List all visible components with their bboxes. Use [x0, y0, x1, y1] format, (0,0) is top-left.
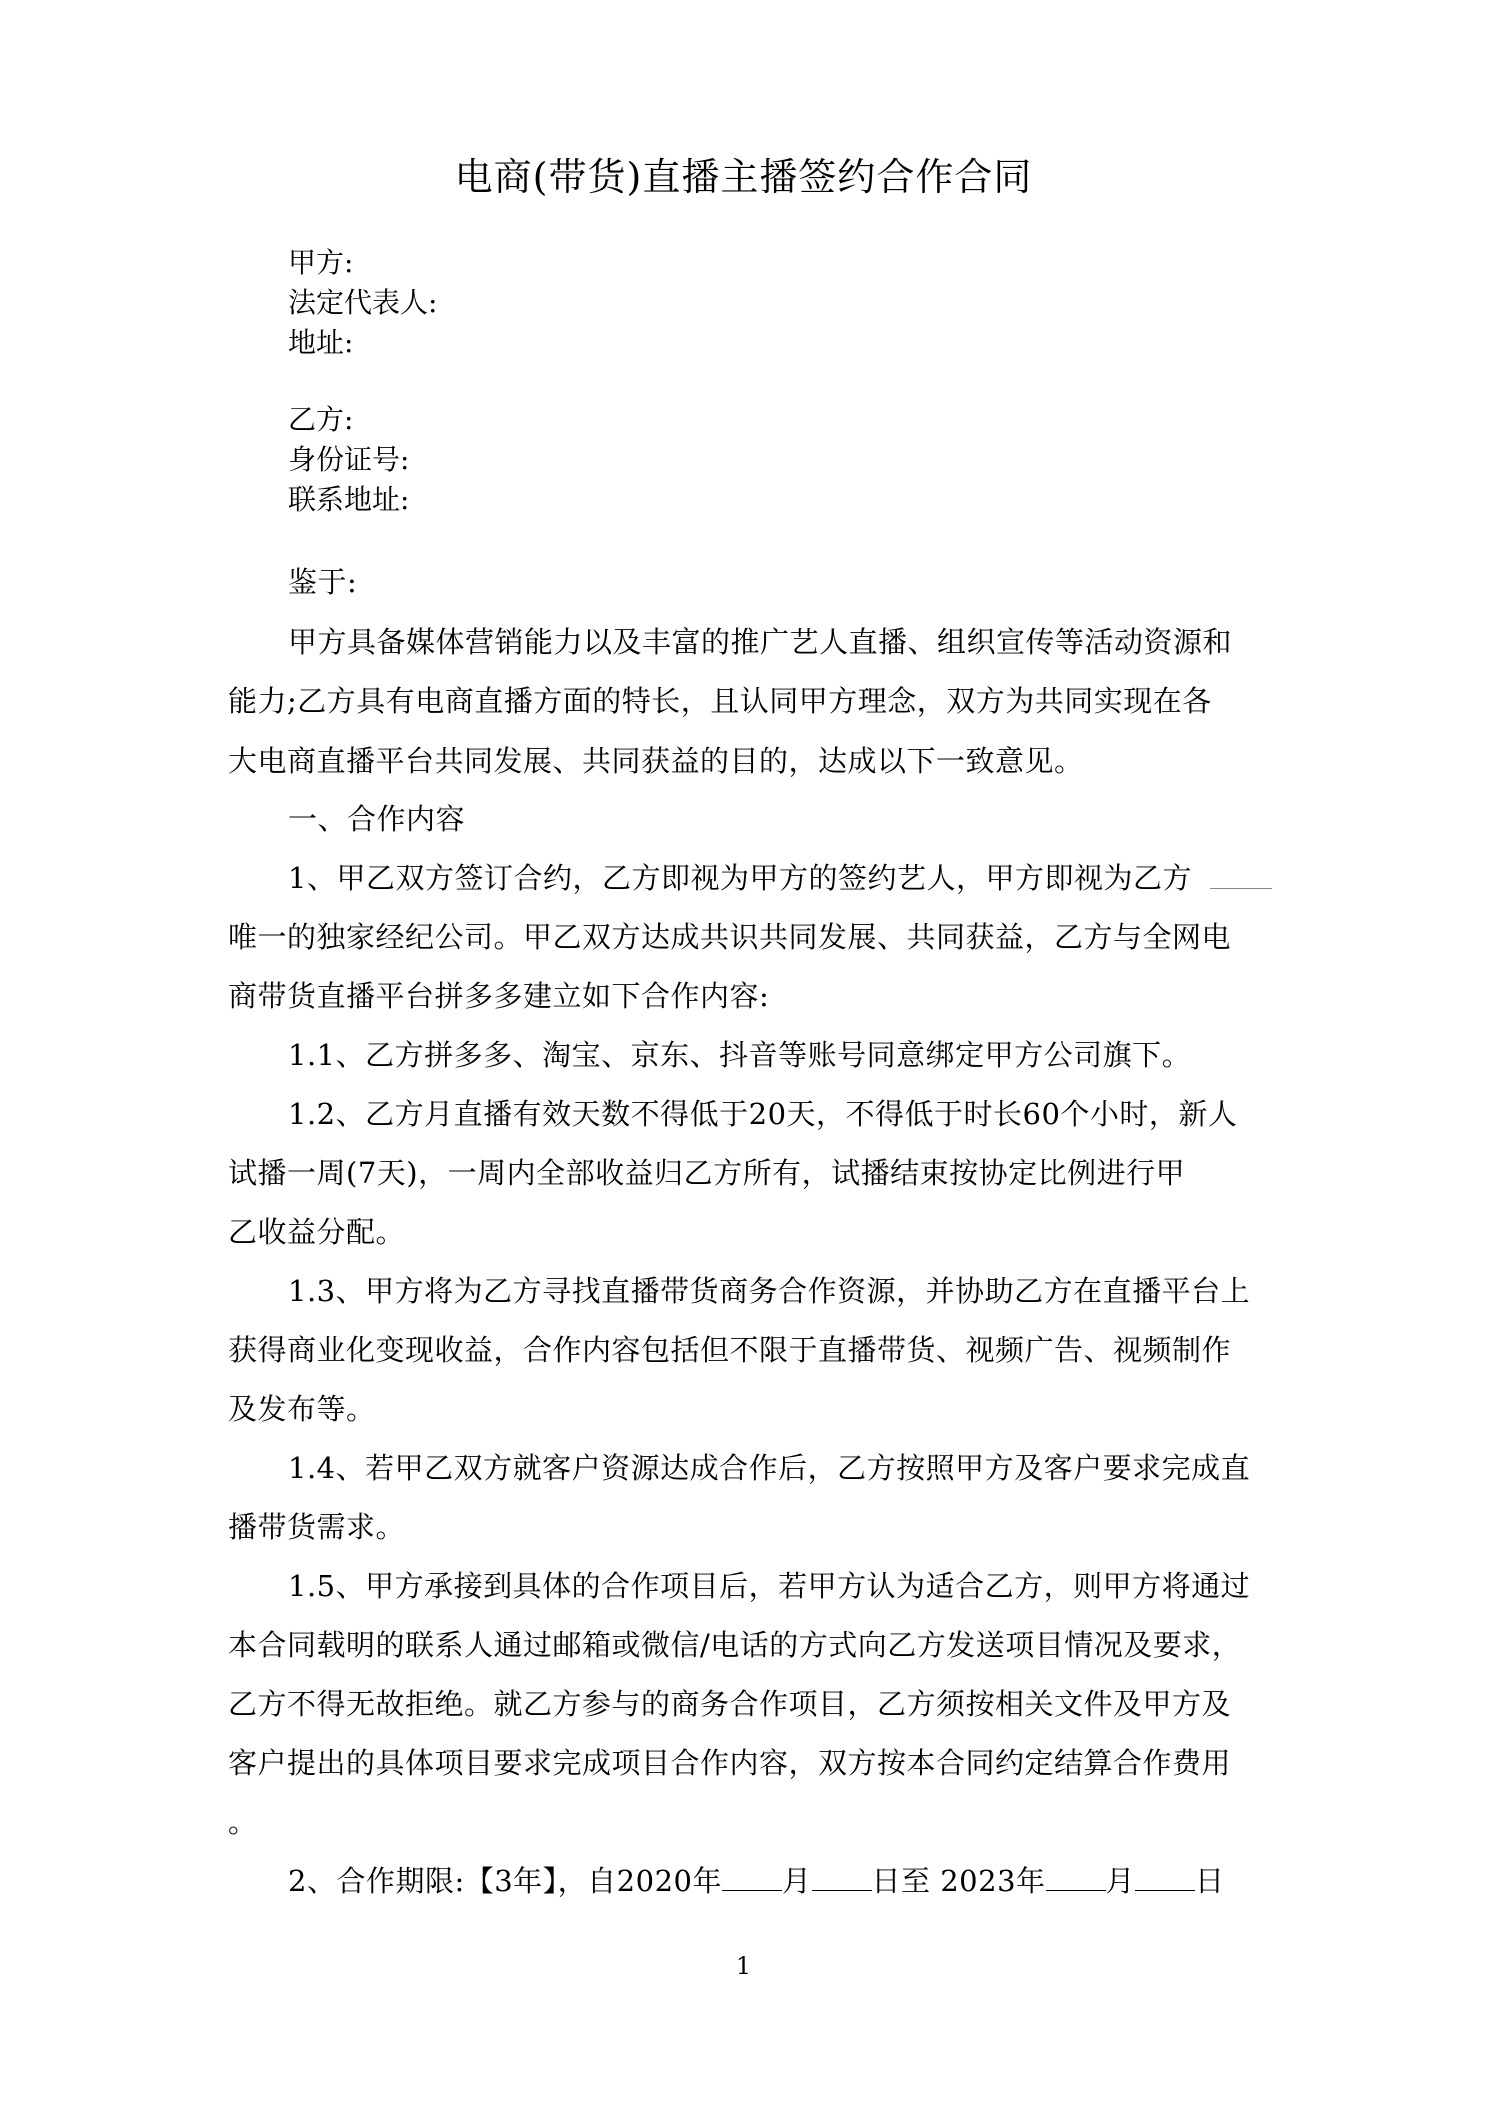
- term-month-1: 月: [781, 1864, 812, 1898]
- party-a-representative-label: 法定代表人:: [288, 286, 438, 319]
- body-line: 大电商直播平台共同发展、共同获益的目的，达成以下一致意见。: [228, 744, 1084, 778]
- section-heading: 一、合作内容: [288, 802, 466, 836]
- body-line: 1.5、甲方承接到具体的合作项目后，若甲方认为适合乙方，则甲方将通过: [288, 1569, 1251, 1603]
- party-b-block: [288, 400, 409, 520]
- party-b-label: 乙方:: [288, 403, 354, 436]
- body-line: 1、甲乙双方签订合约，乙方即视为甲方的签约艺人，甲方即视为乙方: [288, 861, 1192, 895]
- body-line: 1.2、乙方月直播有效天数不得低于20天，不得低于时长60个小时，新人: [288, 1097, 1238, 1131]
- body-line: 。: [228, 1805, 258, 1839]
- body-line: 客户提出的具体项目要求完成项目合作内容，双方按本合同约定结算合作费用: [228, 1746, 1232, 1780]
- day-blank-start: [812, 1864, 872, 1891]
- term-line: [288, 1859, 1225, 1900]
- body-line: 试播一周(7天)，一周内全部收益归乙方所有，试播结束按协定比例进行甲: [228, 1156, 1186, 1190]
- party-a-address-label: 地址:: [288, 326, 354, 359]
- term-prefix: 2、合作期限:【3年】，自2020年: [288, 1864, 722, 1898]
- party-b-id-label: 身份证号:: [288, 443, 410, 476]
- day-blank-end: [1135, 1864, 1195, 1891]
- body-line: 1.1、乙方拼多多、淘宝、京东、抖音等账号同意绑定甲方公司旗下。: [288, 1038, 1192, 1072]
- body-line: 乙收益分配。: [228, 1215, 406, 1249]
- body-line: 1.3、甲方将为乙方寻找直播带货商务合作资源，并协助乙方在直播平台上: [288, 1274, 1251, 1308]
- body-line: 及发布等。: [228, 1392, 376, 1426]
- term-month-2: 月: [1105, 1864, 1136, 1898]
- body-line: 唯一的独家经纪公司。甲乙双方达成共识共同发展、共同获益，乙方与全网电: [228, 920, 1232, 954]
- whereas-label: 鉴于:: [288, 565, 358, 599]
- term-day-to: 日至 2023年: [871, 1864, 1046, 1898]
- party-b-address-label: 联系地址:: [288, 483, 410, 516]
- month-blank-start: [722, 1864, 782, 1891]
- body-line: 能力;乙方具有电商直播方面的特长，且认同甲方理念，双方为共同实现在各: [228, 684, 1212, 718]
- party-a-block: [288, 243, 437, 363]
- margin-rule: [1210, 888, 1272, 889]
- body-line: 乙方不得无故拒绝。就乙方参与的商务合作项目，乙方须按相关文件及甲方及: [228, 1687, 1232, 1721]
- term-day-end: 日: [1195, 1864, 1225, 1898]
- body-line: 甲方具备媒体营销能力以及丰富的推广艺人直播、组织宣传等活动资源和: [288, 625, 1233, 659]
- body-line: 播带货需求。: [228, 1510, 406, 1544]
- body-line: 商带货直播平台拼多多建立如下合作内容:: [228, 979, 770, 1013]
- body-line: 获得商业化变现收益，合作内容包括但不限于直播带货、视频广告、视频制作: [228, 1333, 1232, 1367]
- body-line: 本合同载明的联系人通过邮箱或微信/电话的方式向乙方发送项目情况及要求，: [228, 1628, 1242, 1662]
- party-a-label: 甲方:: [288, 246, 354, 279]
- body-line: 1.4、若甲乙双方就客户资源达成合作后，乙方按照甲方及客户要求完成直: [288, 1451, 1251, 1485]
- page-number: 1: [735, 1952, 752, 1980]
- document-title: 电商(带货)直播主播签约合作合同: [454, 155, 1033, 199]
- month-blank-end: [1046, 1864, 1106, 1891]
